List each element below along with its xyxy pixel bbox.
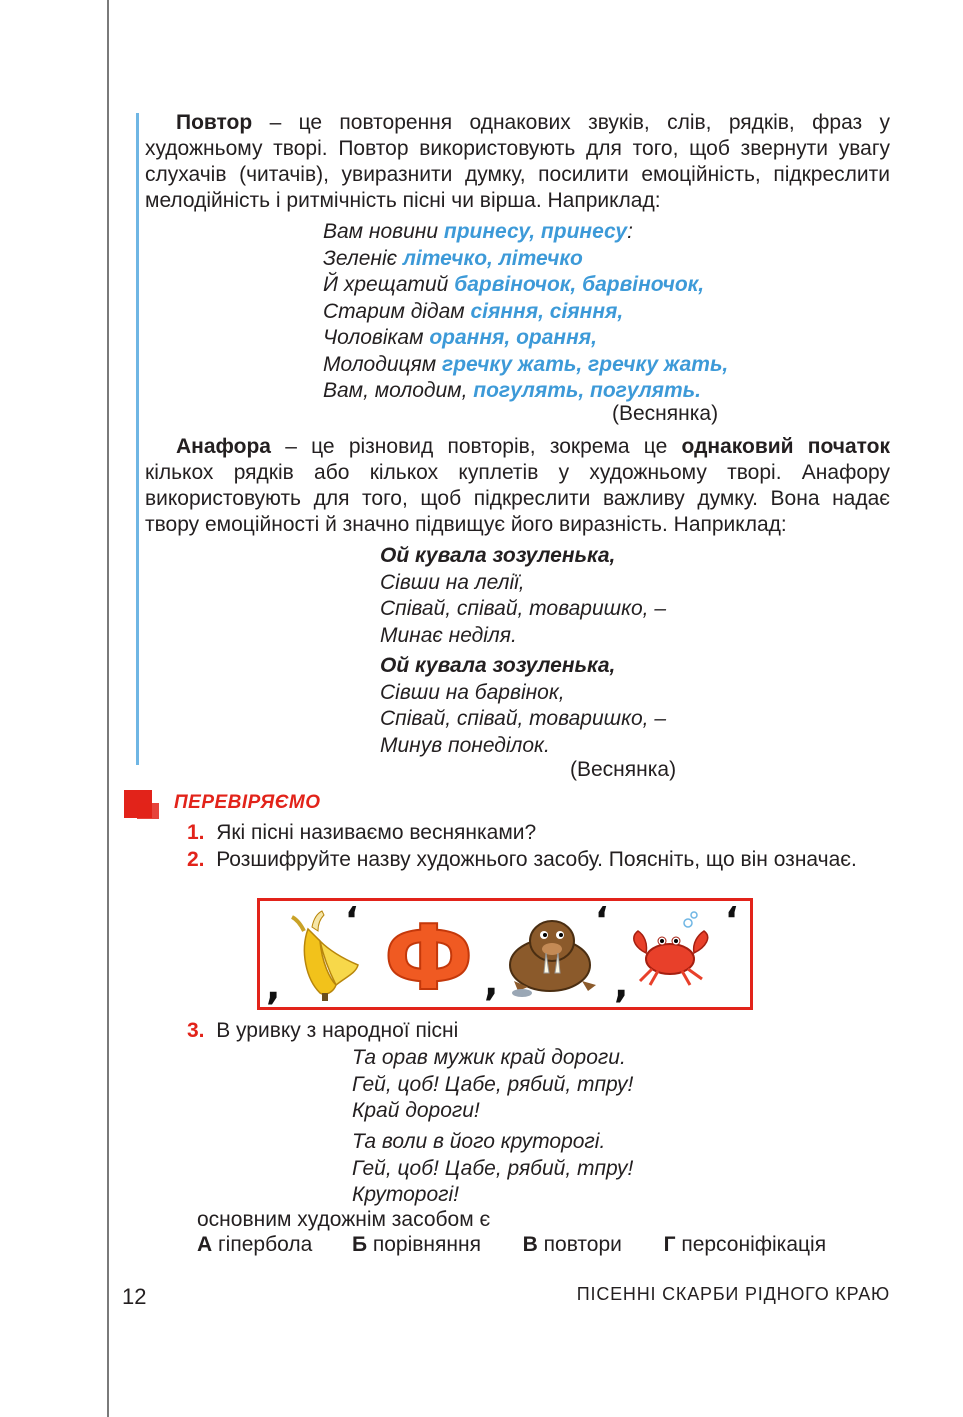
poem-line: Співай, співай, товаришко, – <box>380 707 667 730</box>
question-2: 2. Розшифруйте назву художнього засобу. Поясніть, що він означає. <box>187 848 857 871</box>
poem-line: Гей, цоб! Цабе, рябий, тпру! <box>352 1156 634 1180</box>
poem-vesnianka-1 <box>323 219 728 405</box>
poem-line: Та воли в його круторогі. <box>352 1130 606 1153</box>
poem-line: Вам новини принесу, принесу: <box>323 220 633 243</box>
rebus-picture <box>260 901 750 1007</box>
anafora-term: Анафора <box>176 435 271 458</box>
poem-line: Чоловікам орання, орання, <box>323 326 597 349</box>
poem-vesnianka-2-stanza-2 <box>380 653 666 759</box>
poem-vesnianka-2-stanza-1 <box>380 543 666 649</box>
povtor-text: – це повторення однакових звуків, слів, рядків, фраз у художньому творі. Повтор використовують для того, щоб звернути увагу слухачів (читачів), увиразнити думку, посилити емоційність, підкреслити мелодійність і ритмічність пісні чи вірша. Наприклад: <box>145 111 890 212</box>
page-margin-line <box>107 0 109 1417</box>
rebus-letter-f: Ф <box>384 906 474 1007</box>
poem-line: Зеленіє літечко, літечко <box>323 246 583 270</box>
poem-line: Та орав мужик край дороги. <box>352 1046 626 1069</box>
question-number: 2. <box>187 848 205 871</box>
poem2-source: (Веснянка) <box>570 758 677 781</box>
inverted-comma-glyph: , <box>725 902 738 942</box>
poem-line: Старим дідам сіяння, сіяння, <box>323 299 624 323</box>
definition-sidebar-bar <box>136 113 139 765</box>
poem-line: Гей, цоб! Цабе, рябий, тпру! <box>352 1072 634 1096</box>
poem-line: Сівши на лелії, <box>380 570 525 594</box>
page-number: 12 <box>122 1284 147 1309</box>
poem1-source: (Веснянка) <box>612 402 719 425</box>
crab-icon <box>634 912 708 985</box>
poem-line: Вам, молодим, погулять, погулять. <box>323 379 701 402</box>
question-stem: основним художнім засобом є <box>197 1208 491 1231</box>
povtor-definition <box>145 110 890 214</box>
section-marker-shadow <box>137 803 159 819</box>
question-1: 1. Які пісні називаємо веснянками? <box>187 821 537 844</box>
poem-line: Круторогі! <box>352 1183 460 1206</box>
section-title-check: ПЕРЕВІРЯЄМО <box>174 792 321 813</box>
rebus-puzzle <box>257 898 753 1010</box>
option-b[interactable]: Б порівняння <box>351 1233 481 1256</box>
option-c[interactable]: В повтори <box>522 1233 622 1256</box>
poem-line: Молодицям гречку жать, гречку жать, <box>323 352 729 376</box>
poem-line: Й хрещатий барвіночок, барвіночок, <box>323 273 705 296</box>
poem-line: Ой кувала зозуленька, <box>380 544 616 567</box>
option-d[interactable]: Г персоніфікація <box>663 1233 827 1256</box>
poem-line: Ой кувала зозуленька, <box>380 654 616 677</box>
poem-line: Співай, співай, товаришко, – <box>380 597 667 620</box>
anafora-definition: Анафора – це різновид повторів, зокрема це однаковий початок кількох рядків або кількох куплетів у художньому творі. Анафору використовують для того, щоб підкреслити важливу думку. Вона надає твору емоційності й значно підвищує його виразність. Наприклад: <box>145 435 890 536</box>
song-stanza-2 <box>352 1129 633 1209</box>
poem-line: Край дороги! <box>352 1099 480 1122</box>
poem-line: Минув понеділок. <box>380 733 550 757</box>
question-number: 3. <box>187 1019 205 1042</box>
answer-options <box>197 1233 826 1257</box>
poem-line: Сівши на барвінок, <box>380 680 565 704</box>
option-a[interactable]: А гіпербола <box>197 1233 313 1256</box>
question-number: 1. <box>187 821 205 844</box>
poem-line: Минає неділя. <box>380 623 517 647</box>
anafora-key-phrase: однаковий початок <box>681 435 890 458</box>
question-3: 3. В уривку з народної пісні <box>187 1019 459 1042</box>
song-stanza-1 <box>352 1045 633 1125</box>
inverted-comma-glyph: , <box>345 902 358 942</box>
running-footer-title: ПІСЕННІ СКАРБИ РІДНОГО КРАЮ <box>576 1284 890 1304</box>
walrus-icon <box>510 921 596 997</box>
inverted-comma-glyph: , <box>595 902 608 942</box>
povtor-term: Повтор <box>176 111 253 134</box>
comma-glyph: , <box>614 962 629 1006</box>
comma-glyph: , <box>484 960 499 1004</box>
comma-glyph: , <box>266 964 281 1007</box>
